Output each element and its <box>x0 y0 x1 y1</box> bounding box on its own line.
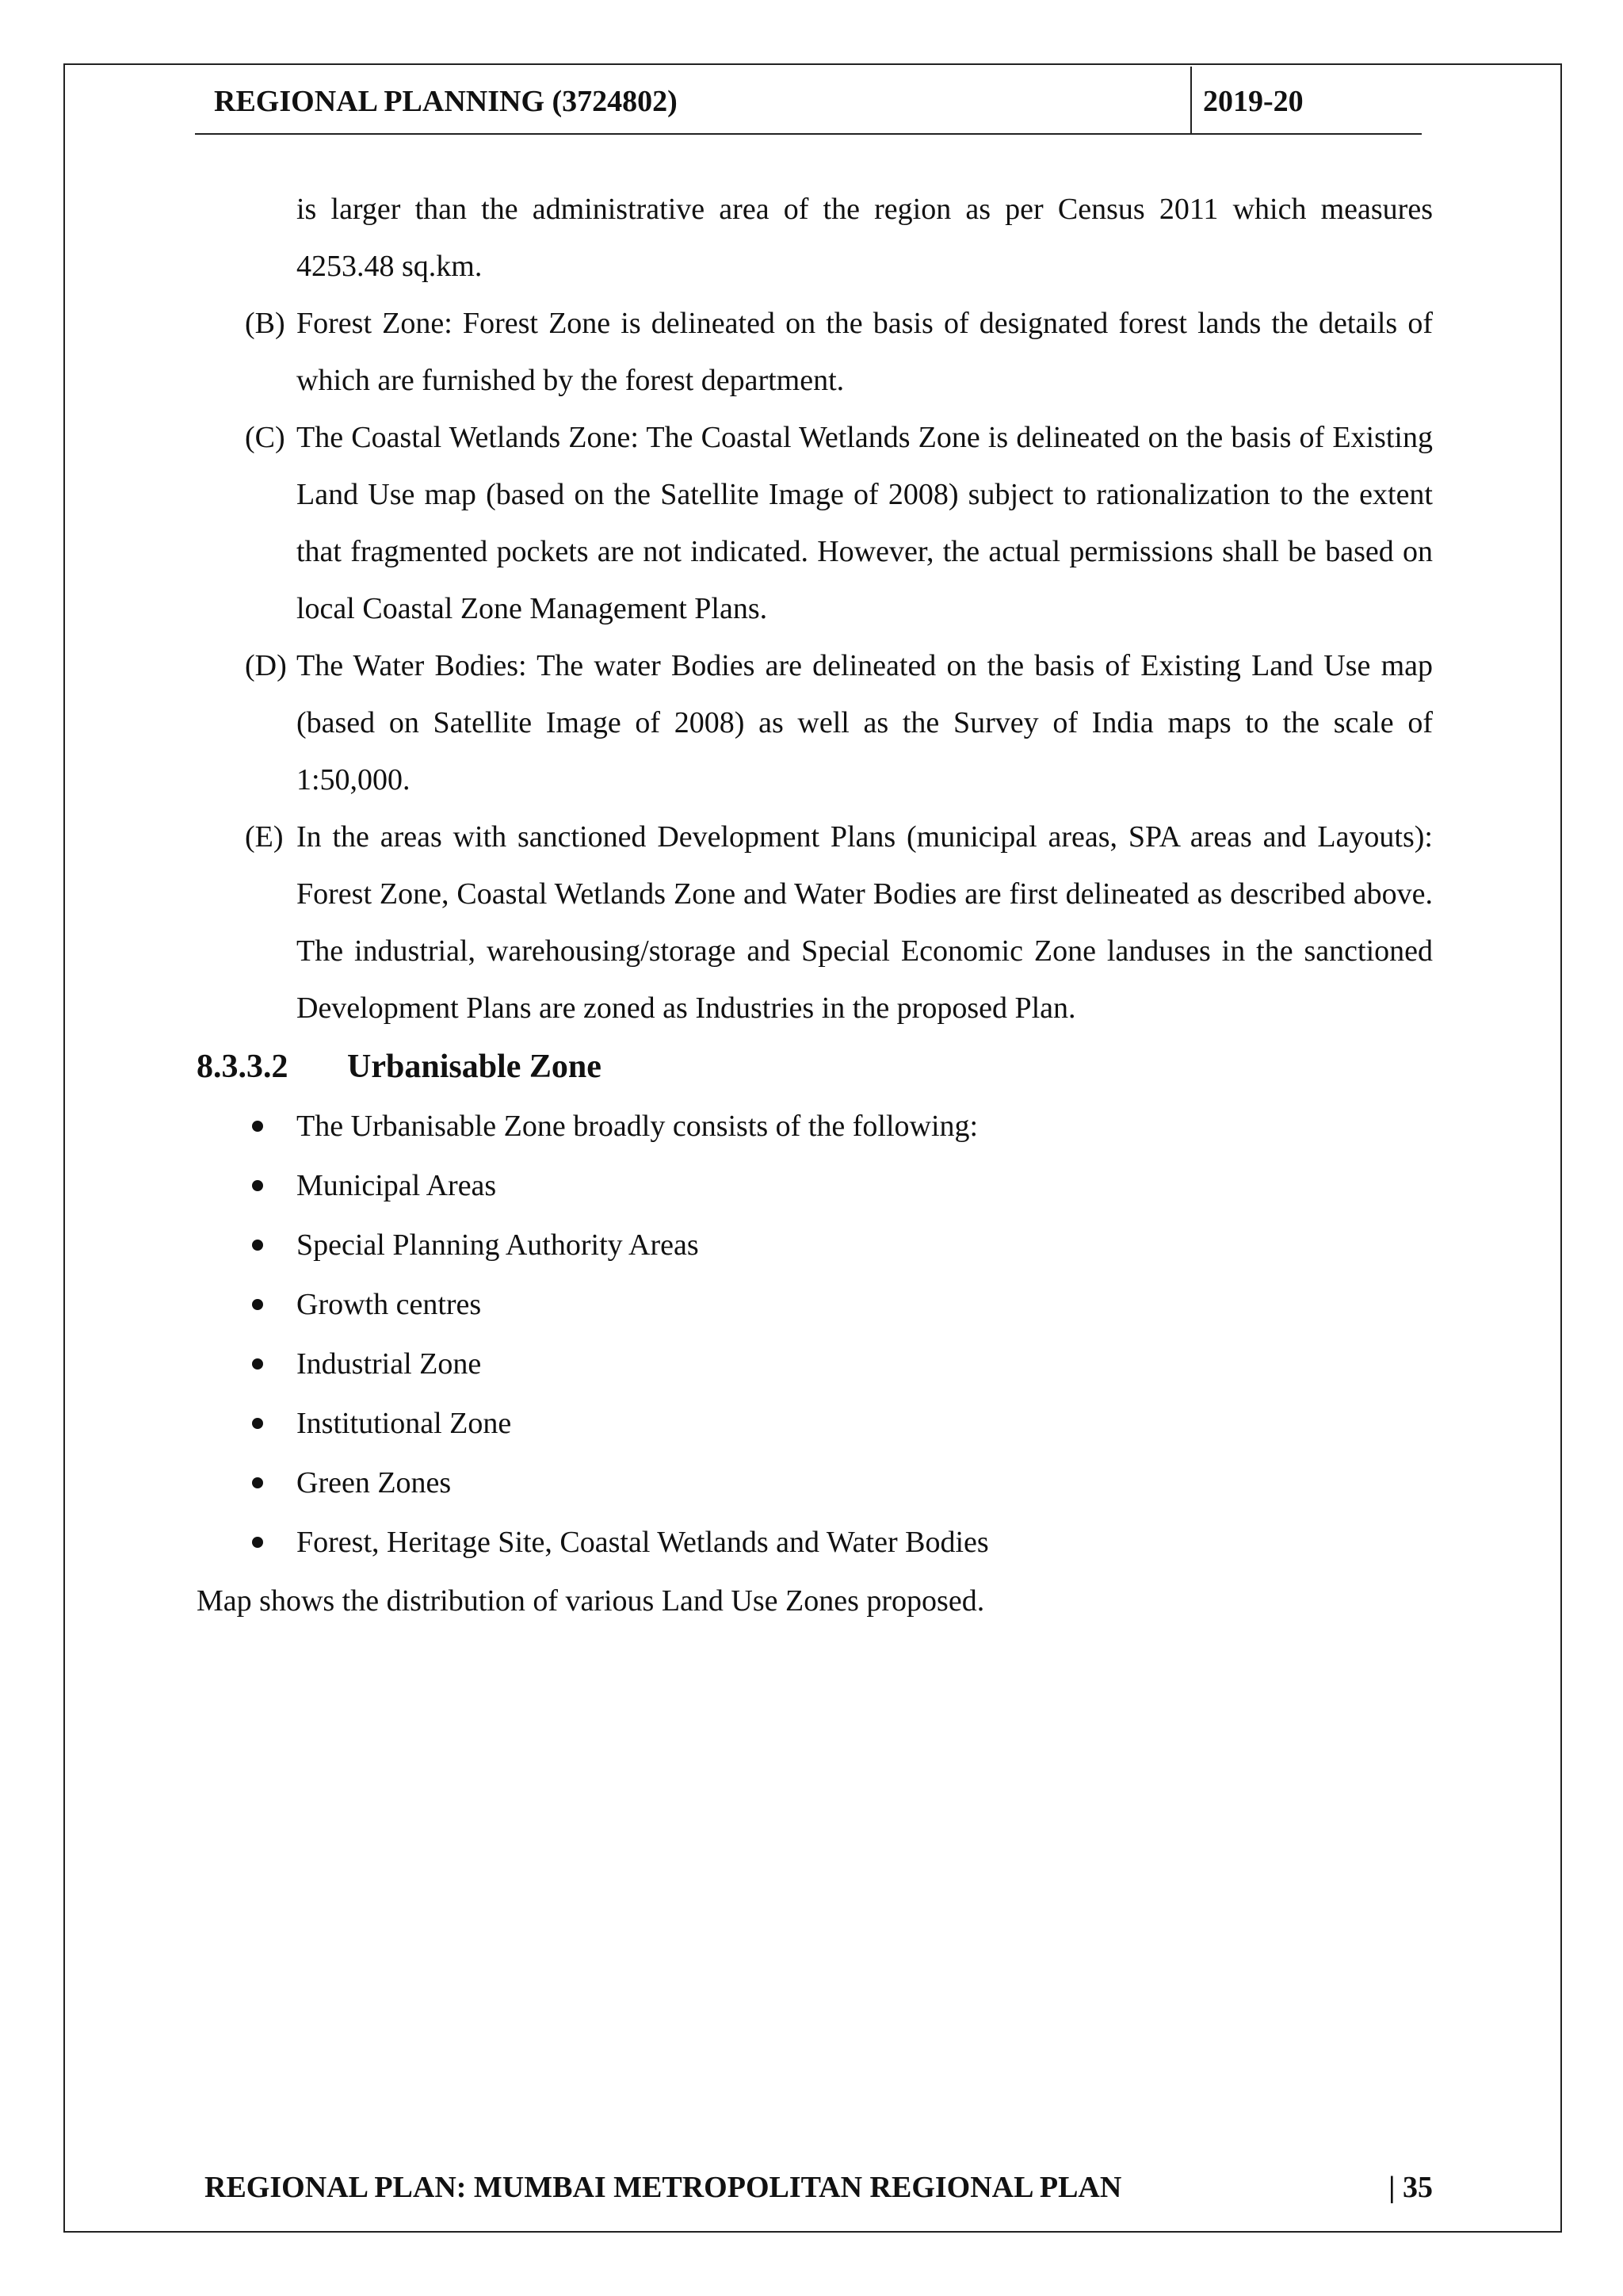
item-text: The Coastal Wetlands Zone: The Coastal Wetlands Zone is delineated on the basis of Existing Land Use map (based on the Satellite Image of 2008) subject to rationalization to the extent that fragmented pockets are not indicated. However, the actual permissions shall be based on local Coastal Zone Management Plans. <box>296 421 1433 625</box>
bullet-list <box>197 1097 1433 1572</box>
header-divider <box>1190 67 1192 133</box>
header-title: REGIONAL PLANNING (3724802) <box>214 85 678 118</box>
bullet-text: Growth centres <box>296 1288 482 1321</box>
header-year: 2019-20 <box>1203 85 1304 118</box>
bullet-text: Institutional Zone <box>296 1407 512 1440</box>
list-item <box>197 1216 1433 1275</box>
bullet-icon <box>252 1240 263 1251</box>
list-item-d <box>197 637 1433 808</box>
page-header <box>195 67 1422 135</box>
footer-title: REGIONAL PLAN: MUMBAI METROPOLITAN REGIONAL PLAN <box>204 2171 1122 2204</box>
list-item <box>197 1513 1433 1572</box>
item-marker: (D) <box>245 649 287 682</box>
bullet-text: Industrial Zone <box>296 1347 482 1381</box>
list-item <box>197 1156 1433 1216</box>
bullet-text: Municipal Areas <box>296 1169 497 1202</box>
list-item <box>197 1335 1433 1394</box>
list-item <box>197 1275 1433 1335</box>
section-heading <box>197 1037 1433 1097</box>
intro-line: 4253.48 sq.km. <box>296 250 483 283</box>
section-number: 8.3.3.2 <box>197 1049 288 1085</box>
list-item <box>197 1097 1433 1156</box>
bullet-icon <box>252 1299 263 1310</box>
bullet-text: Special Planning Authority Areas <box>296 1228 699 1262</box>
list-item-c <box>197 409 1433 637</box>
bullet-icon <box>252 1477 263 1488</box>
bullet-icon <box>252 1121 263 1132</box>
page-number: | 35 <box>1388 2171 1433 2204</box>
item-marker: (B) <box>245 307 285 340</box>
closing-paragraph: Map shows the distribution of various Land Use Zones proposed. <box>197 1584 985 1618</box>
bullet-icon <box>252 1537 263 1548</box>
bullet-text: The Urbanisable Zone broadly consists of the following: <box>296 1110 979 1143</box>
intro-continuation <box>197 181 1433 295</box>
section-title: Urbanisable Zone <box>347 1049 601 1085</box>
document-body <box>197 181 1433 1629</box>
bullet-icon <box>252 1180 263 1191</box>
bullet-text: Forest, Heritage Site, Coastal Wetlands and Water Bodies <box>296 1526 989 1559</box>
bullet-text: Green Zones <box>296 1466 452 1499</box>
item-text: The Water Bodies: The water Bodies are delineated on the basis of Existing Land Use map (based on Satellite Image of 2008) as well as the Survey of India maps to the scale of 1:50,000. <box>296 649 1433 797</box>
item-marker: (E) <box>245 820 284 854</box>
bullet-icon <box>252 1358 263 1370</box>
page-footer <box>204 2170 1433 2218</box>
bullet-icon <box>252 1418 263 1429</box>
list-item-b <box>197 295 1433 409</box>
item-text: Forest Zone: Forest Zone is delineated on the basis of designated forest lands the details of which are furnished by the forest department. <box>296 307 1433 397</box>
list-item-e <box>197 808 1433 1037</box>
intro-line: is larger than the administrative area of the region as per Census 2011 which measures <box>296 193 1433 226</box>
item-marker: (C) <box>245 421 285 454</box>
list-item <box>197 1454 1433 1513</box>
list-item <box>197 1394 1433 1454</box>
item-text: In the areas with sanctioned Development Plans (municipal areas, SPA areas and Layouts): Forest Zone, Coastal Wetlands Zone and Water Bodies are first delineated as described above. The industrial, warehousing/storage and Special Economic Zone landuses in the sanctioned Development Plans are zoned as Industries in the proposed Plan. <box>296 820 1433 1025</box>
